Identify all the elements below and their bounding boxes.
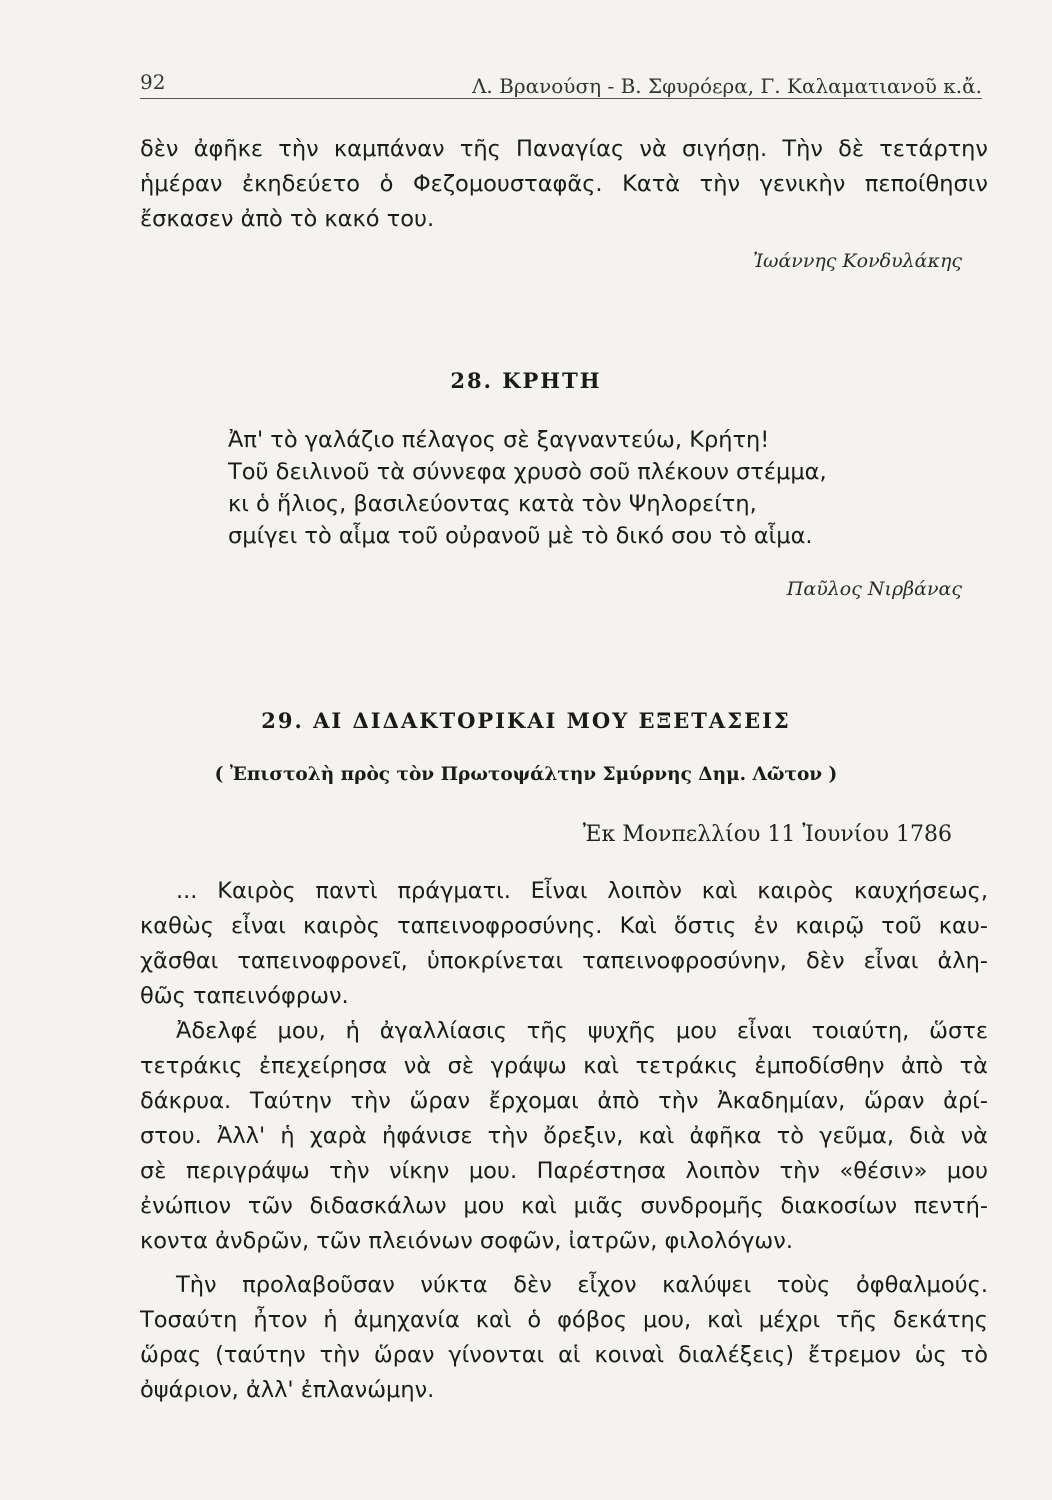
text-line: δάκρυα. Ταύτην τὴν ὥραν ἔρχομαι ἀπὸ τὴν Ἀκαδημίαν, ὥραν ἀρί- [140,1088,988,1114]
intro-paragraph [140,132,988,237]
text-line: χᾶσθαι ταπεινοφρονεῖ, ὑποκρίνεται ταπεινοφροσύνην, δὲν εἶναι ἀλη- [140,948,988,974]
text-line: ... Καιρὸς παντὶ πράγματι. Εἶναι λοιπὸν καὶ καιρὸς καυχήσεως, [176,878,988,904]
text-line: στου. Ἀλλ' ἡ χαρὰ ἠφάνισε τὴν ὄρεξιν, καὶ ἀφῆκα τὸ γεῦμα, διὰ νὰ [140,1123,988,1149]
text-line: θῶς ταπεινόφρων. [140,983,349,1009]
text-line: δὲν ἀφῆκε τὴν καμπάναν τῆς Παναγίας νὰ σιγήσῃ. Τὴν δὲ τετάρτην [140,136,988,162]
poem [228,424,827,552]
text-line: σὲ περιγράψω τὴν νίκην μου. Παρέστησα λοιπὸν τὴν «θέσιν» μου [140,1158,988,1184]
text-line: ἔσκασεν ἀπὸ τὸ κακό του. [140,206,435,232]
text-line: ὥρας (ταύτην τὴν ὥραν γίνονται αἱ κοιναὶ διαλέξεις) ἔτρεμον ὡς τὸ [140,1342,988,1368]
poem-line: Τοῦ δειλινοῦ τὰ σύννεφα χρυσὸ σοῦ πλέκουν στέμμα, [228,459,827,485]
text-line: Τοσαύτη ἦτον ἡ ἀμηχανία καὶ ὁ φόβος μου, καὶ μέχρι τῆς δεκάτης [140,1307,988,1333]
intro-signature: Ἰωάννης Κονδυλάκης [753,250,962,272]
page-number: 92 [140,70,166,94]
text-line: ἡμέραν ἐκηδεύετο ὁ Φεζομουσταφᾶς. Κατὰ τὴν γενικὴν πεποίθησιν [140,171,988,197]
section-29-subtitle: ( Ἐπιστολὴ πρὸς τὸν Πρωτοψάλτην Σμύρνης Δημ. Λῶτον ) [214,764,838,785]
poem-line: σμίγει τὸ αἷμα τοῦ οὐρανοῦ μὲ τὸ δικό σου τὸ αἷμα. [228,523,813,549]
paragraph-2 [140,1014,988,1259]
poem-line: κι ὁ ἥλιος, βασιλεύοντας κατὰ τὸν Ψηλορείτη, [228,491,757,517]
paragraph-3 [140,1268,988,1408]
poem-line: Ἀπ' τὸ γαλάζιο πέλαγος σὲ ξαγναντεύω, Κρήτη! [228,427,770,453]
poem-signature: Παῦλος Νιρβάνας [786,578,962,600]
letter-dateline: Ἐκ Μονπελλίου 11 Ἰουνίου 1786 [582,822,952,847]
text-line: ἐνώπιον τῶν διδασκάλων μου καὶ μιᾶς συνδρομῆς διακοσίων πεντή- [140,1193,988,1219]
text-line: καθὼς εἶναι καιρὸς ταπεινοφροσύνης. Καὶ ὅστις ἐν καιρῷ τοῦ καυ- [140,913,988,939]
page-header [140,64,982,99]
text-line: κοντα ἀνδρῶν, τῶν πλειόνων σοφῶν, ἰατρῶν, φιλολόγων. [140,1228,793,1254]
section-28-title: 28. ΚΡΗΤΗ [450,368,602,393]
text-line: ὀψάριον, ἀλλ' ἐπλανώμην. [140,1377,435,1403]
section-29-title: 29. ΑΙ ΔΙΔΑΚΤΟΡΙΚΑΙ ΜΟΥ ΕΞΕΤΑΣΕΙΣ [261,708,791,733]
text-line: Ἀδελφέ μου, ἡ ἀγαλλίασις τῆς ψυχῆς μου εἶναι τοιαύτη, ὥστε [176,1018,988,1044]
paragraph-1 [140,874,988,1014]
text-line: Τὴν προλαβοῦσαν νύκτα δὲν εἶχον καλύψει τοὺς ὀφθαλμούς. [176,1272,988,1298]
running-title: Λ. Βρανούση - Β. Σφυρόερα, Γ. Καλαματιανοῦ κ.ἄ. [471,74,982,98]
text-line: τετράκις ἐπεχείρησα νὰ σὲ γράψω καὶ τετράκις ἐμποδίσθην ἀπὸ τὰ [140,1053,988,1079]
